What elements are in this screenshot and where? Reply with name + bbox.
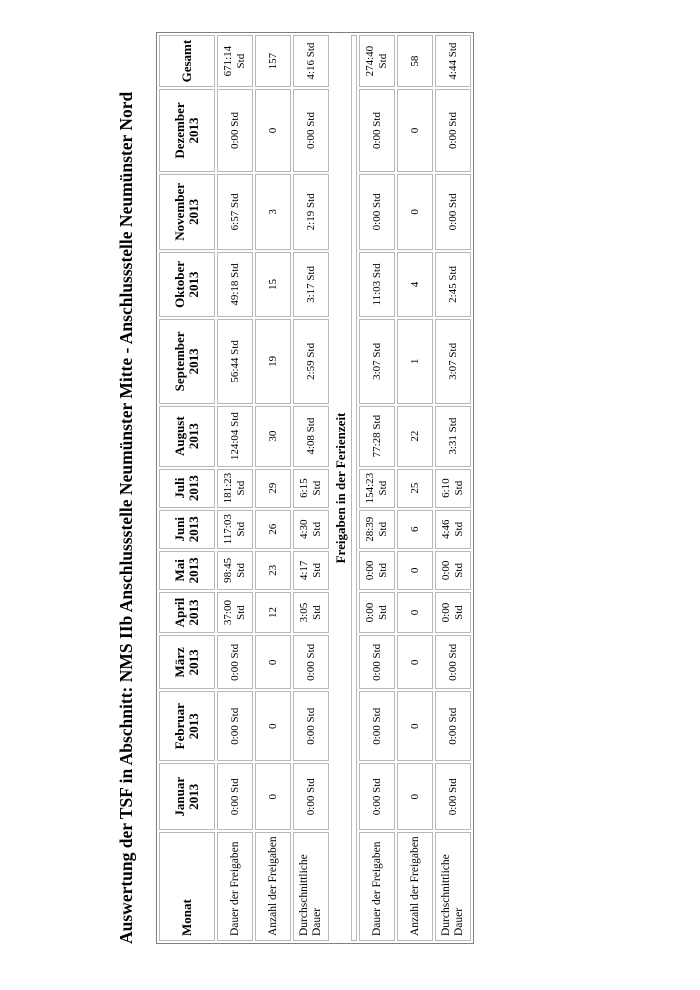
table-cell: 154:23 Std [359, 469, 395, 508]
table-cell: 0 [255, 692, 291, 762]
table-cell: 0 [397, 763, 433, 830]
table-cell: 0:00 Std [293, 692, 329, 762]
total-cell: 671:14 Std [217, 35, 253, 87]
table-cell: 3:17 Std [293, 252, 329, 317]
table-cell: 0:00 Std [293, 635, 329, 689]
table-cell: 29 [255, 469, 291, 508]
header-total: Gesamt [159, 35, 215, 87]
table-cell: 4:08 Std [293, 406, 329, 467]
table-cell: 0:00 Std [435, 692, 471, 762]
table-cell: 56:44 Std [217, 319, 253, 404]
table-cell: 4:46 Std [435, 510, 471, 549]
table-cell: 11:03 Std [359, 252, 395, 317]
table-row [397, 35, 433, 941]
table-cell: 0 [255, 89, 291, 172]
header-5 [159, 551, 215, 590]
table-cell: 124:04 Std [217, 406, 253, 467]
header-month-name: Oktober [172, 260, 187, 308]
header-month-name: Juni [172, 516, 187, 542]
header-month-name: Juli [172, 477, 187, 499]
table-cell: 28:39 Std [359, 510, 395, 549]
header-month: Monat [159, 832, 215, 941]
table-cell: 0:00 Std [359, 592, 395, 633]
table-cell: 6:10 Std [435, 469, 471, 508]
header-month-name: Januar [172, 776, 187, 817]
table-row [255, 35, 291, 941]
table-cell: 19 [255, 319, 291, 404]
header-month-name: August [172, 416, 187, 457]
table-cell: 2:45 Std [435, 252, 471, 317]
header-month-name: Dezember [172, 102, 187, 159]
header-month-year: 2013 [186, 475, 201, 502]
table-cell: 37:00 Std [217, 592, 253, 633]
header-month-year: 2013 [186, 516, 201, 543]
row-label: Durchschnittliche Dauer [435, 832, 471, 941]
table-cell: 0:00 Std [359, 635, 395, 689]
table-cell: 181:23 Std [217, 469, 253, 508]
table-cell: 4 [397, 252, 433, 317]
table-cell: 4:30 Std [293, 510, 329, 549]
header-row [159, 35, 215, 941]
table-cell: 22 [397, 406, 433, 467]
table-cell: 0:00 Std [435, 174, 471, 250]
header-month-year: 2013 [186, 783, 201, 810]
header-month-name: April [172, 597, 187, 628]
row-label: Durchschnittliche Dauer [293, 832, 329, 941]
header-month-year: 2013 [186, 649, 201, 676]
header-1 [159, 763, 215, 830]
evaluation-table [156, 32, 474, 944]
header-month-name: März [172, 647, 187, 678]
header-month-name: November [172, 182, 187, 241]
header-6 [159, 510, 215, 549]
table-cell: 0:00 Std [359, 551, 395, 590]
header-month-year: 2013 [186, 198, 201, 225]
header-month-name: Mai [172, 559, 187, 582]
table-cell: 0 [397, 592, 433, 633]
table-cell: 25 [397, 469, 433, 508]
table-cell: 6:15 Std [293, 469, 329, 508]
table-cell: 3 [255, 174, 291, 250]
total-cell: 274:40 Std [359, 35, 395, 87]
table-row [293, 35, 329, 941]
total-cell: 157 [255, 35, 291, 87]
total-cell: 58 [397, 35, 433, 87]
header-4 [159, 592, 215, 633]
header-9 [159, 319, 215, 404]
table-cell: 6 [397, 510, 433, 549]
header-month-year: 2013 [186, 271, 201, 298]
table-cell: 0:00 Std [217, 763, 253, 830]
table-row [359, 35, 395, 941]
table-cell: 15 [255, 252, 291, 317]
header-month-year: 2013 [186, 599, 201, 626]
header-8 [159, 406, 215, 467]
table-cell: 2:59 Std [293, 319, 329, 404]
total-cell: 4:16 Std [293, 35, 329, 87]
header-month-year: 2013 [186, 117, 201, 144]
table-cell: 0:00 Std [359, 692, 395, 762]
table-cell: 0 [397, 174, 433, 250]
table-row [435, 35, 471, 941]
row-label: Anzahl der Freigaben [397, 832, 433, 941]
table-cell: 3:07 Std [435, 319, 471, 404]
row-label: Dauer der Freigaben [359, 832, 395, 941]
table-cell: 49:18 Std [217, 252, 253, 317]
table-cell: 0:00 Std [359, 174, 395, 250]
table-cell: 26 [255, 510, 291, 549]
table-cell: 0:00 Std [435, 592, 471, 633]
header-12 [159, 89, 215, 172]
blank-cell [351, 35, 357, 941]
table-cell: 117:03 Std [217, 510, 253, 549]
table-cell: 0:00 Std [359, 763, 395, 830]
table-cell: 1 [397, 319, 433, 404]
header-10 [159, 252, 215, 317]
table-cell: 98:45 Std [217, 551, 253, 590]
table-cell: 0 [397, 89, 433, 172]
table-cell: 0 [255, 635, 291, 689]
table-cell: 0 [397, 551, 433, 590]
document-title: Auswertung der TSF in Abschnitt: NMS IIb Anschlussstelle Neumünster Mitte - Anschlussstelle Neumünster Nord [116, 91, 136, 944]
section-title: Freigaben in der Ferienzeit [332, 412, 348, 564]
header-month-name: Februar [172, 703, 187, 750]
header-month-year: 2013 [186, 557, 201, 584]
table-cell: 4:17 Std [293, 551, 329, 590]
table-cell: 0:00 Std [435, 763, 471, 830]
table-cell: 0 [397, 692, 433, 762]
table-cell: 12 [255, 592, 291, 633]
table-cell: 6:57 Std [217, 174, 253, 250]
table-cell: 0:00 Std [293, 89, 329, 172]
table-cell: 3:05 Std [293, 592, 329, 633]
table-cell: 0 [255, 763, 291, 830]
table-cell: 23 [255, 551, 291, 590]
table-cell: 0:00 Std [217, 89, 253, 172]
table-cell: 3:31 Std [435, 406, 471, 467]
header-11 [159, 174, 215, 250]
table-cell: 0:00 Std [435, 89, 471, 172]
table-cell: 0:00 Std [217, 635, 253, 689]
table-cell: 3:07 Std [359, 319, 395, 404]
table-cell: 0:00 Std [435, 635, 471, 689]
header-month-name: September [172, 331, 187, 392]
table-cell: 0:00 Std [217, 692, 253, 762]
table-cell: 77:28 Std [359, 406, 395, 467]
table-cell: 0:00 Std [359, 89, 395, 172]
table-cell: 0:00 Std [435, 551, 471, 590]
header-month-year: 2013 [186, 423, 201, 450]
section-separator-row [331, 35, 349, 941]
header-2 [159, 692, 215, 762]
row-label: Anzahl der Freigaben [255, 832, 291, 941]
table-cell: 30 [255, 406, 291, 467]
table-cell: 0 [397, 635, 433, 689]
header-month-year: 2013 [186, 713, 201, 740]
header-3 [159, 635, 215, 689]
table-row [217, 35, 253, 941]
total-cell: 4:44 Std [435, 35, 471, 87]
evaluation-table-container [156, 32, 474, 944]
row-label: Dauer der Freigaben [217, 832, 253, 941]
header-month-year: 2013 [186, 348, 201, 375]
blank-row [351, 35, 357, 941]
header-7 [159, 469, 215, 508]
table-cell: 0:00 Std [293, 763, 329, 830]
rotated-page [112, 32, 656, 944]
table-cell: 2:19 Std [293, 174, 329, 250]
